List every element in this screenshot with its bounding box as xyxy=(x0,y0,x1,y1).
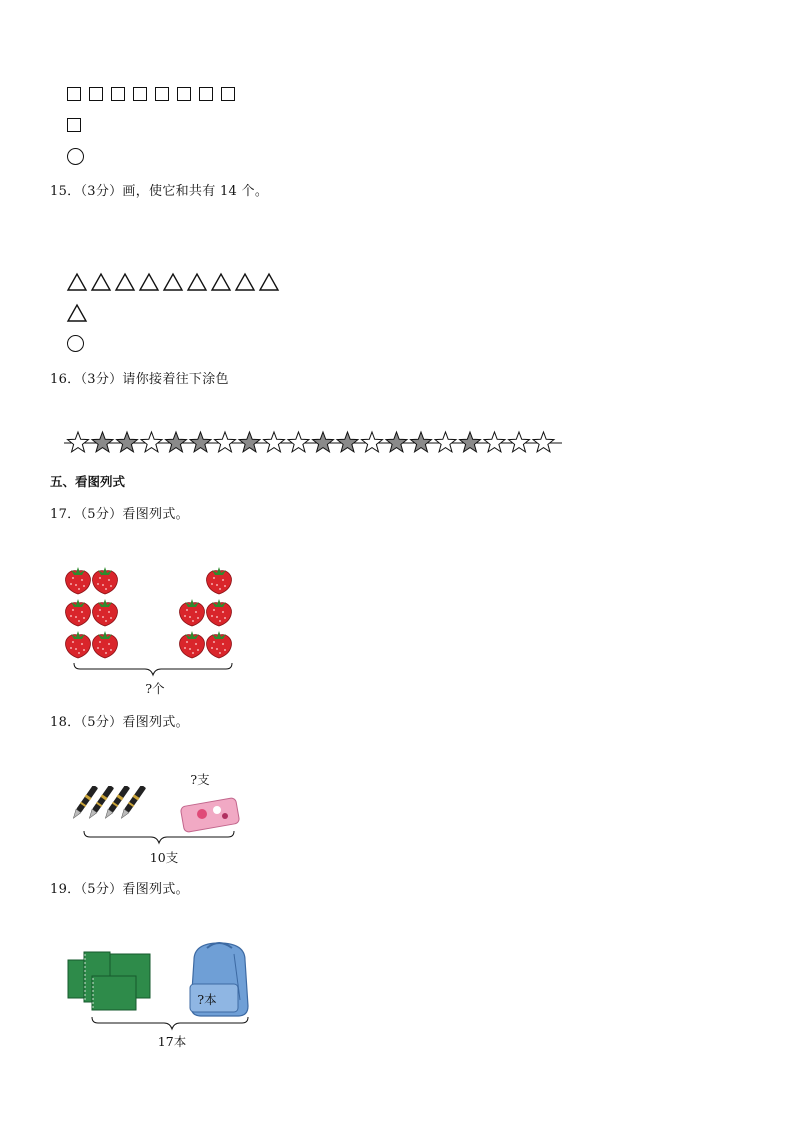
q17-total-label: ?个 xyxy=(145,681,165,696)
strawberry-right-group xyxy=(180,567,232,658)
q19-total-label: 17本 xyxy=(157,1034,187,1049)
star-empty xyxy=(435,432,456,452)
notebook-stack xyxy=(68,952,150,1010)
triangle-shape xyxy=(92,274,110,290)
star-filled xyxy=(239,432,260,452)
triangle-shape xyxy=(260,274,278,290)
triangle-shape xyxy=(188,274,206,290)
star-empty xyxy=(68,432,89,452)
q15-triangle-row xyxy=(66,272,286,292)
triangle-shape xyxy=(116,274,134,290)
brace xyxy=(84,831,234,843)
q18-total-label: 10支 xyxy=(149,850,179,865)
q19-bag-label: ?本 xyxy=(197,992,217,1007)
q18-figure xyxy=(62,786,252,848)
star-filled xyxy=(411,432,432,452)
pencil-case xyxy=(180,797,240,832)
star-empty xyxy=(509,432,530,452)
q15-circle-row xyxy=(67,335,84,352)
square-shape xyxy=(221,87,235,101)
section-title: 五、看图列式 xyxy=(50,474,126,489)
triangle-shape xyxy=(212,274,230,290)
star-filled xyxy=(92,432,113,452)
square-shape xyxy=(155,87,169,101)
triangle-shape xyxy=(140,274,158,290)
square-shape xyxy=(67,118,81,132)
square-shape xyxy=(177,87,191,101)
q16-question: 16．（3分）请你接着往下涂色 xyxy=(50,372,229,387)
star-filled xyxy=(460,432,481,452)
q17-strawberry-figure xyxy=(60,560,250,685)
q17-question: 17．（5分）看图列式。 xyxy=(50,507,189,522)
circle-shape xyxy=(67,148,84,165)
q15-question: 15．（3分）画，使它和共有 14 个。 xyxy=(50,184,269,199)
triangle-shape xyxy=(68,305,86,321)
star-filled xyxy=(117,432,138,452)
strawberry-left-group xyxy=(66,567,118,658)
star-filled xyxy=(190,432,211,452)
star-empty xyxy=(484,432,505,452)
square-shape xyxy=(133,87,147,101)
q18-question: 18．（5分）看图列式。 xyxy=(50,715,189,730)
q18-unknown-label: ?支 xyxy=(190,772,210,787)
star-filled xyxy=(337,432,358,452)
star-filled xyxy=(313,432,334,452)
square-shape xyxy=(199,87,213,101)
star-filled xyxy=(166,432,187,452)
triangle-shape xyxy=(236,274,254,290)
circle-shape xyxy=(67,335,84,352)
pen-group xyxy=(71,786,146,820)
square-shape xyxy=(89,87,103,101)
q14-square-single-row xyxy=(67,118,81,132)
q15-triangle-single-row xyxy=(66,303,90,323)
star-empty xyxy=(533,432,554,452)
square-shape xyxy=(67,87,81,101)
q14-square-row xyxy=(67,87,235,101)
brace xyxy=(92,1017,248,1029)
star-empty xyxy=(362,432,383,452)
q19-figure xyxy=(62,940,262,1032)
square-shape xyxy=(111,87,125,101)
triangle-shape xyxy=(68,274,86,290)
q19-question: 19．（5分）看图列式。 xyxy=(50,882,189,897)
star-empty xyxy=(264,432,285,452)
star-filled xyxy=(386,432,407,452)
q14-circle-row xyxy=(67,148,84,165)
star-empty xyxy=(215,432,236,452)
q16-star-chain xyxy=(62,430,564,456)
star-empty xyxy=(288,432,309,452)
star-empty xyxy=(141,432,162,452)
triangle-shape xyxy=(164,274,182,290)
brace xyxy=(74,663,232,675)
